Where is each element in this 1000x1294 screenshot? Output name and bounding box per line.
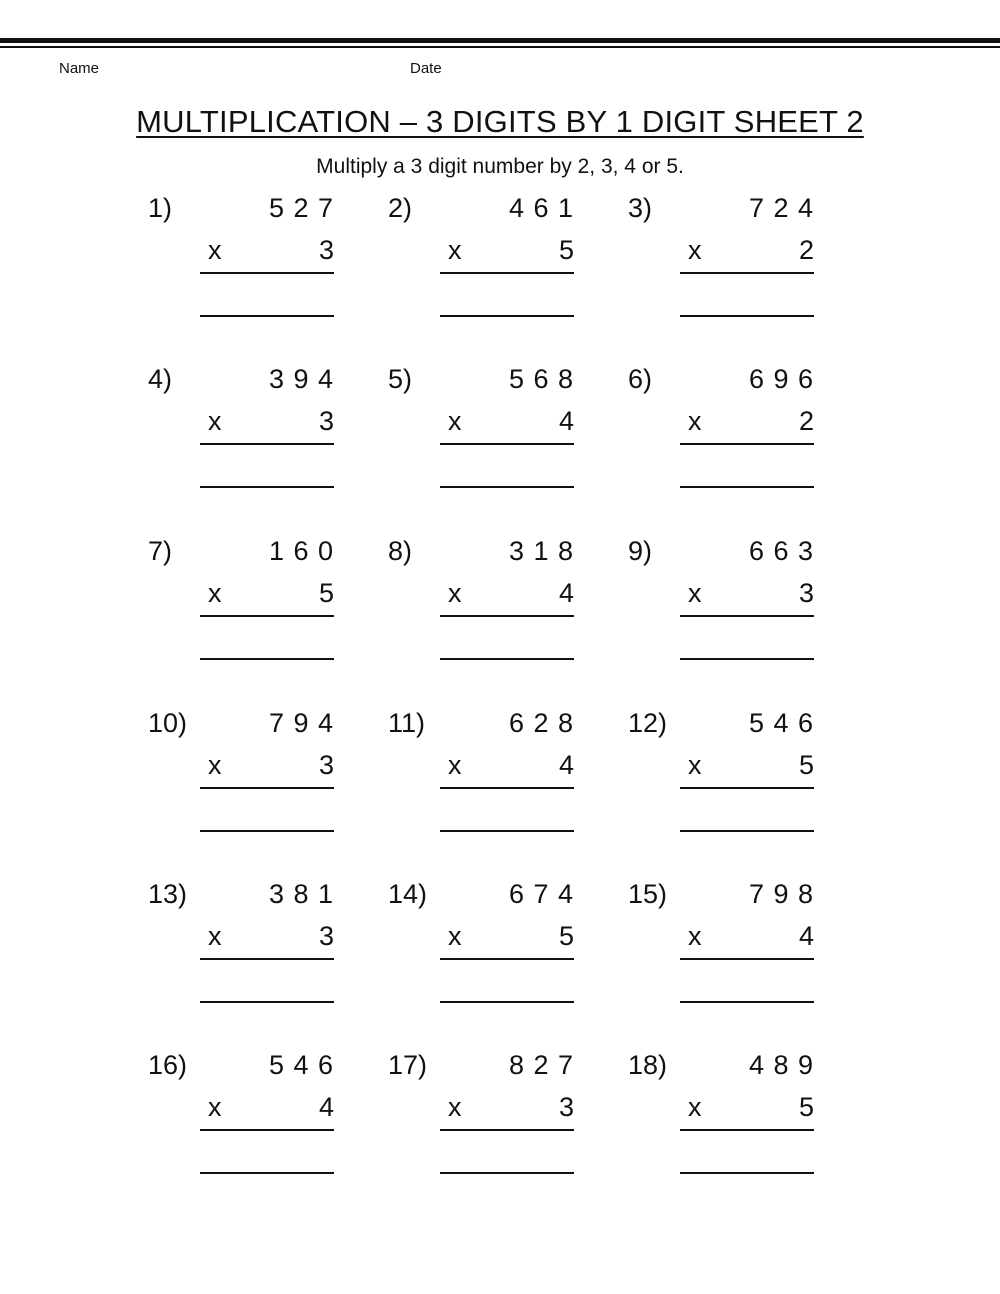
name-label: Name [59, 60, 100, 77]
times-sign: x [448, 921, 462, 951]
problem-number: 4) [148, 364, 173, 394]
answer-line[interactable] [680, 315, 814, 317]
multiplicand: 6 2 8 [508, 708, 574, 738]
problem-7 [148, 536, 348, 676]
times-sign: x [688, 1092, 702, 1122]
multiplicand: 6 7 4 [508, 879, 574, 909]
problem-number: 13) [148, 879, 188, 909]
product-rule [200, 1129, 334, 1131]
problem-number: 10) [148, 708, 188, 738]
product-rule [200, 787, 334, 789]
answer-line[interactable] [200, 1172, 334, 1174]
problem-13 [148, 879, 348, 1019]
product-rule [440, 958, 574, 960]
problem-number: 1) [148, 193, 173, 223]
multiplicand: 4 8 9 [748, 1050, 814, 1080]
multiplier: 5 [318, 578, 334, 608]
problem-1 [148, 193, 348, 333]
problem-3 [628, 193, 828, 333]
multiplier: 5 [558, 921, 574, 951]
multiplier: 4 [558, 406, 574, 436]
instructions: Multiply a 3 digit number by 2, 3, 4 or 5. [316, 155, 684, 178]
answer-line[interactable] [200, 830, 334, 832]
multiplicand: 7 9 8 [748, 879, 814, 909]
problem-number: 8) [388, 536, 413, 566]
multiplier: 4 [558, 750, 574, 780]
problem-16 [148, 1050, 348, 1190]
multiplier: 3 [318, 921, 334, 951]
product-rule [680, 272, 814, 274]
multiplier: 4 [558, 578, 574, 608]
problem-11 [388, 708, 588, 848]
multiplier: 4 [798, 921, 814, 951]
answer-line[interactable] [440, 315, 574, 317]
problem-17 [388, 1050, 588, 1190]
multiplier: 3 [318, 406, 334, 436]
multiplier: 5 [798, 1092, 814, 1122]
answer-line[interactable] [680, 1172, 814, 1174]
product-rule [200, 272, 334, 274]
product-rule [440, 615, 574, 617]
date-label: Date [410, 60, 442, 77]
times-sign: x [688, 406, 702, 436]
multiplicand: 3 9 4 [268, 364, 334, 394]
multiplier: 3 [318, 235, 334, 265]
problem-number: 17) [388, 1050, 428, 1080]
answer-line[interactable] [680, 658, 814, 660]
problem-4 [148, 364, 348, 504]
answer-line[interactable] [440, 830, 574, 832]
multiplicand: 7 2 4 [748, 193, 814, 223]
times-sign: x [448, 235, 462, 265]
problem-18 [628, 1050, 828, 1190]
answer-line[interactable] [200, 486, 334, 488]
problem-number: 9) [628, 536, 653, 566]
product-rule [440, 1129, 574, 1131]
problem-number: 15) [628, 879, 668, 909]
page-title [0, 104, 1000, 140]
times-sign: x [448, 406, 462, 436]
problem-number: 12) [628, 708, 668, 738]
answer-line[interactable] [440, 486, 574, 488]
page-title-text: MULTIPLICATION – 3 DIGITS BY 1 DIGIT SHEET 2 [136, 104, 864, 139]
header-rule-thick [0, 38, 1000, 43]
times-sign: x [688, 578, 702, 608]
answer-line[interactable] [440, 658, 574, 660]
multiplicand: 6 9 6 [748, 364, 814, 394]
times-sign: x [208, 1092, 222, 1122]
multiplicand: 1 6 0 [268, 536, 334, 566]
product-rule [680, 615, 814, 617]
product-rule [200, 615, 334, 617]
problem-14 [388, 879, 588, 1019]
problem-10 [148, 708, 348, 848]
problem-number: 18) [628, 1050, 668, 1080]
times-sign: x [448, 750, 462, 780]
multiplier: 5 [798, 750, 814, 780]
multiplier: 4 [318, 1092, 334, 1122]
answer-line[interactable] [680, 1001, 814, 1003]
multiplicand: 4 6 1 [508, 193, 574, 223]
times-sign: x [448, 578, 462, 608]
problem-number: 16) [148, 1050, 188, 1080]
multiplicand: 6 6 3 [748, 536, 814, 566]
times-sign: x [208, 235, 222, 265]
multiplier: 2 [798, 235, 814, 265]
times-sign: x [688, 750, 702, 780]
product-rule [680, 787, 814, 789]
problem-number: 7) [148, 536, 173, 566]
product-rule [200, 443, 334, 445]
problem-number: 11) [388, 708, 426, 738]
problem-15 [628, 879, 828, 1019]
product-rule [440, 787, 574, 789]
answer-line[interactable] [200, 315, 334, 317]
answer-line[interactable] [680, 830, 814, 832]
multiplier: 3 [318, 750, 334, 780]
times-sign: x [208, 578, 222, 608]
times-sign: x [448, 1092, 462, 1122]
product-rule [680, 1129, 814, 1131]
problem-5 [388, 364, 588, 504]
times-sign: x [208, 750, 222, 780]
multiplicand: 5 4 6 [268, 1050, 334, 1080]
answer-line[interactable] [680, 486, 814, 488]
problem-6 [628, 364, 828, 504]
multiplicand: 5 4 6 [748, 708, 814, 738]
answer-line[interactable] [440, 1001, 574, 1003]
answer-line[interactable] [440, 1172, 574, 1174]
problem-number: 14) [388, 879, 428, 909]
answer-line[interactable] [200, 1001, 334, 1003]
multiplicand: 7 9 4 [268, 708, 334, 738]
multiplicand: 8 2 7 [508, 1050, 574, 1080]
problem-number: 6) [628, 364, 653, 394]
multiplicand: 5 2 7 [268, 193, 334, 223]
multiplicand: 5 6 8 [508, 364, 574, 394]
times-sign: x [208, 921, 222, 951]
problem-number: 2) [388, 193, 413, 223]
multiplier: 5 [558, 235, 574, 265]
multiplicand: 3 8 1 [268, 879, 334, 909]
problem-number: 5) [388, 364, 413, 394]
problem-8 [388, 536, 588, 676]
header-rule-thin [0, 46, 1000, 48]
problem-12 [628, 708, 828, 848]
problem-number: 3) [628, 193, 653, 223]
product-rule [200, 958, 334, 960]
times-sign: x [208, 406, 222, 436]
product-rule [680, 958, 814, 960]
product-rule [440, 272, 574, 274]
multiplicand: 3 1 8 [508, 536, 574, 566]
times-sign: x [688, 235, 702, 265]
product-rule [680, 443, 814, 445]
multiplier: 2 [798, 406, 814, 436]
multiplier: 3 [798, 578, 814, 608]
problem-9 [628, 536, 828, 676]
answer-line[interactable] [200, 658, 334, 660]
product-rule [440, 443, 574, 445]
problem-2 [388, 193, 588, 333]
multiplier: 3 [558, 1092, 574, 1122]
times-sign: x [688, 921, 702, 951]
